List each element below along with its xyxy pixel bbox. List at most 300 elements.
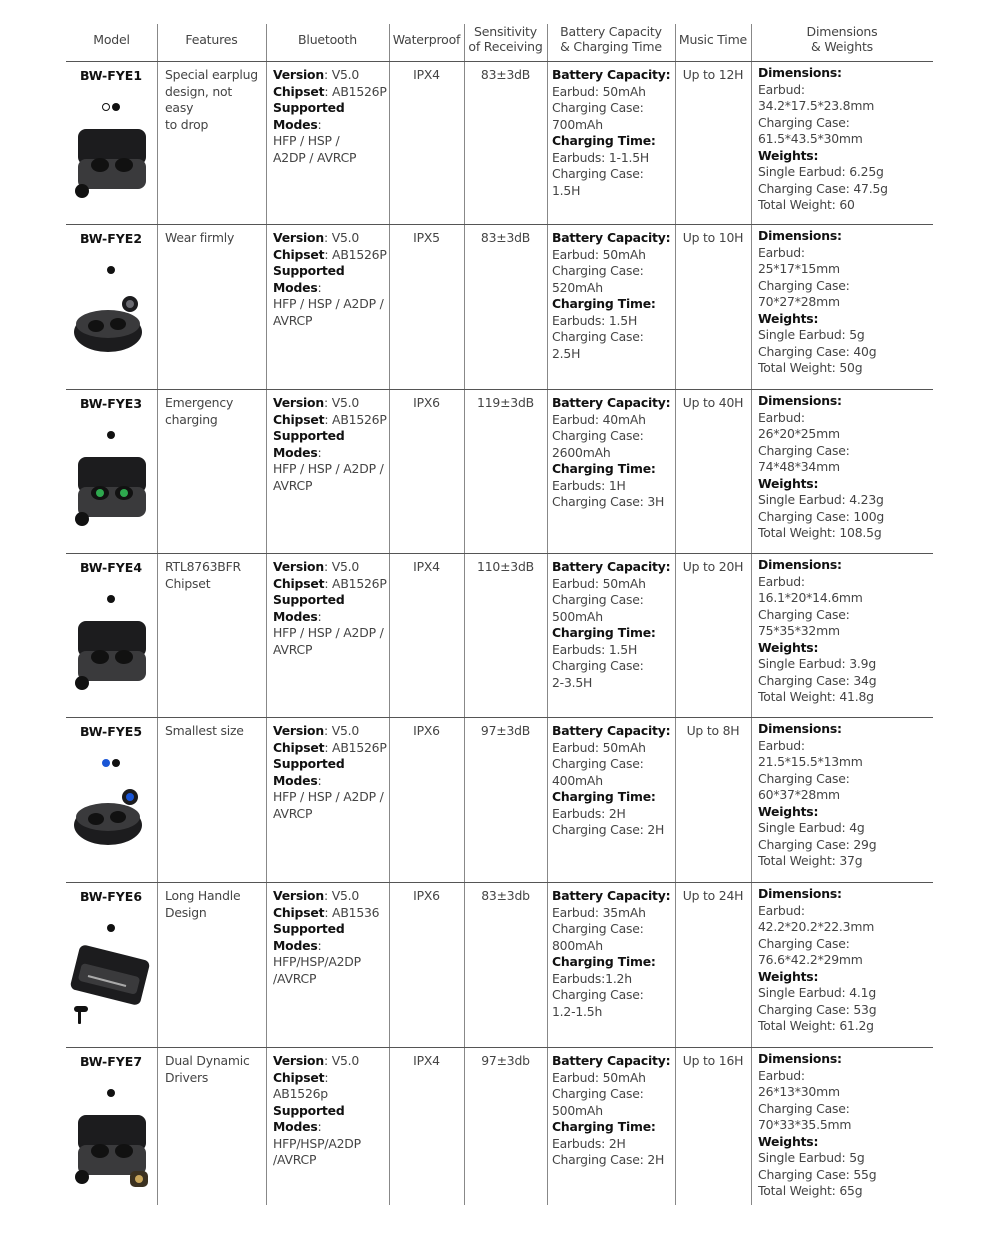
music-time: Up to 16H [682, 1053, 744, 1068]
text-line: Charging Case: [758, 770, 850, 786]
earbuds-long-handle-case-icon [66, 940, 158, 1026]
battery-spec [552, 888, 674, 1020]
dimension-values [758, 245, 932, 311]
column-divider [464, 24, 465, 1205]
text-line: Charging Case: 29g [758, 836, 877, 852]
dimensions-spec [758, 393, 932, 542]
text-line: RTL8763BFR [165, 559, 241, 574]
text-line: 70*27*28mm [758, 294, 840, 309]
spec-value: : V5.0 [323, 67, 360, 82]
header-cell [66, 18, 157, 60]
text-line: to drop [165, 116, 209, 132]
spec-line [273, 559, 387, 576]
weights-label: Weights: [758, 1133, 819, 1149]
text-line: of Receiving [468, 39, 543, 54]
text-line: 70*33*35.5mm [758, 1117, 852, 1132]
text-line: 25*17*15mm [758, 261, 840, 276]
spec-value: : V5.0 [323, 559, 360, 574]
text-line: Charging Case: 47.5g [758, 180, 888, 196]
color-options [66, 917, 156, 927]
text-line: Sensitivity [474, 24, 537, 39]
text-line: Single Earbud: 4.1g [758, 985, 877, 1000]
color-dot [107, 924, 115, 932]
spec-label: Supported Modes [273, 592, 345, 624]
text-line: Total Weight: 65g [758, 1183, 863, 1198]
sensitivity-value: 119±3dB [477, 395, 534, 410]
text-line: Emergency [165, 395, 234, 410]
battery-values [552, 412, 674, 462]
header-cell [464, 18, 547, 60]
text-line: 75*35*32mm [758, 623, 840, 638]
battery-label: Battery Capacity: [552, 1053, 671, 1068]
color-options [66, 424, 156, 434]
header-label [679, 32, 747, 47]
model-name: BW-FYE1 [79, 68, 143, 83]
spec-value: : [317, 116, 322, 132]
spec-label: Chipset [273, 739, 325, 755]
spec-value: : V5.0 [323, 230, 360, 245]
battery-label: Battery Capacity: [552, 723, 671, 738]
waterproof-rating: IPX6 [413, 888, 440, 903]
text-line: Wear firmly [165, 230, 235, 245]
dimensions-spec [758, 721, 932, 870]
spec-value: : AB1526P [324, 83, 387, 99]
supported-modes [273, 461, 387, 494]
spec-line [273, 921, 387, 954]
battery-label: Battery Capacity: [552, 559, 671, 574]
text-line: 500mAh [552, 1102, 603, 1118]
text-line: Earbud: [758, 244, 805, 260]
spec-label: Chipset [273, 575, 325, 591]
feature-text [165, 230, 264, 247]
sensitivity-value: 97±3dB [480, 723, 531, 738]
text-line: Single Earbud: 4g [758, 820, 865, 835]
color-options [66, 96, 156, 106]
bluetooth-spec [273, 395, 387, 494]
row-divider [66, 1047, 933, 1048]
row-divider [66, 717, 933, 718]
column-divider [751, 24, 752, 1205]
text-line: Earbud: 50mAh [552, 83, 646, 99]
spec-value: : AB1526P [324, 246, 387, 262]
weight-values [758, 820, 932, 870]
bluetooth-spec [273, 1053, 387, 1169]
text-line: 60*37*28mm [758, 787, 840, 802]
text-line: Earbud: 50mAh [552, 575, 646, 591]
text-line: Charging Case: 40g [758, 343, 877, 359]
spec-label: Supported Modes [273, 100, 345, 132]
header-cell [751, 18, 933, 60]
column-divider [675, 24, 676, 1205]
charging-values [552, 971, 674, 1021]
text-line: Charging Case: [758, 277, 850, 293]
text-line: 34.2*17.5*23.8mm [758, 98, 875, 113]
music-time: Up to 8H [686, 723, 740, 738]
header-label [185, 32, 237, 47]
supported-modes [273, 789, 387, 822]
weight-values [758, 1150, 932, 1200]
spec-label: Supported Modes [273, 263, 345, 295]
text-line: 61.5*43.5*30mm [758, 131, 863, 146]
text-line: 2600mAh [552, 444, 611, 460]
text-line: HFP/HSP/A2DP [273, 1135, 361, 1151]
spec-label: Version [273, 230, 324, 245]
text-line: Special earplug [165, 67, 258, 82]
bluetooth-spec [273, 67, 387, 166]
text-line: Earbuds: 1.5H [552, 312, 638, 328]
text-line: Total Weight: 108.5g [758, 525, 882, 540]
text-line: Total Weight: 41.8g [758, 689, 874, 704]
text-line: charging [165, 411, 218, 427]
text-line: Charging Case: 34g [758, 672, 877, 688]
text-line: Long Handle [165, 888, 241, 903]
weights-label: Weights: [758, 968, 819, 984]
text-line: AVRCP [273, 641, 313, 657]
text-line: Earbuds: 1H [552, 477, 626, 493]
dimensions-label: Dimensions: [758, 1051, 842, 1066]
text-line: Charging Case: 1.5H [552, 166, 644, 198]
text-line: Single Earbud: 6.25g [758, 164, 884, 179]
row-divider [66, 882, 933, 883]
row-divider [66, 389, 933, 390]
text-line: Earbud: [758, 1067, 805, 1083]
music-time: Up to 40H [682, 395, 744, 410]
text-line: Charging Case: [552, 658, 644, 673]
battery-label: Battery Capacity: [552, 888, 671, 903]
charging-label: Charging Time: [552, 133, 656, 148]
spec-label: Supported Modes [273, 756, 345, 788]
text-line: Waterproof [392, 31, 461, 47]
spec-line [273, 888, 387, 905]
waterproof-rating: IPX4 [413, 1053, 440, 1068]
charging-values [552, 478, 674, 511]
battery-spec [552, 395, 674, 511]
color-options [66, 259, 156, 269]
weight-values [758, 164, 932, 214]
text-line: 2-3.5H [552, 674, 593, 690]
color-dot [112, 759, 120, 767]
weight-values [758, 985, 932, 1035]
color-options [66, 752, 156, 762]
text-line: Dual Dynamic [165, 1053, 250, 1068]
weights-label: Weights: [758, 639, 819, 655]
dimensions-spec [758, 65, 932, 214]
text-line: HFP / HSP / A2DP / [273, 461, 384, 476]
text-line: Charging Case: [758, 606, 850, 622]
bluetooth-spec [273, 230, 387, 329]
text-line: Earbud: [758, 409, 805, 425]
sensitivity-value: 83±3db [481, 888, 530, 903]
text-line: Single Earbud: 4.23g [758, 492, 884, 507]
text-line: Earbud: [758, 573, 805, 589]
text-line: & Charging Time [560, 39, 662, 54]
spec-label: Version [273, 395, 324, 410]
dimensions-label: Dimensions: [758, 557, 842, 572]
battery-values [552, 84, 674, 134]
sensitivity-value: 97±3db [481, 1053, 530, 1068]
feature-text [165, 67, 264, 133]
text-line: Charging Case: [552, 263, 644, 278]
text-line: Charging Case: [552, 987, 644, 1002]
model-name: BW-FYE3 [79, 396, 143, 411]
row-divider [66, 61, 933, 62]
weight-values [758, 327, 932, 377]
music-time: Up to 10H [682, 230, 744, 245]
dimensions-label: Dimensions: [758, 721, 842, 736]
spec-line [273, 230, 387, 247]
spec-line [273, 247, 387, 264]
text-line: /AVRCP [273, 1152, 317, 1167]
supported-modes [273, 1136, 387, 1169]
dimensions-label: Dimensions: [758, 228, 842, 243]
text-line: Single Earbud: 5g [758, 327, 865, 342]
spec-line [273, 1070, 387, 1103]
battery-spec [552, 559, 674, 691]
spec-line [273, 740, 387, 757]
model-name: BW-FYE2 [79, 231, 143, 246]
column-divider [389, 24, 390, 1205]
earbuds-slim-case-icon [66, 611, 158, 697]
color-dot [107, 1089, 115, 1097]
text-line: 520mAh [552, 279, 603, 295]
weights-label: Weights: [758, 147, 819, 163]
text-line: HFP/HSP/A2DP [273, 954, 361, 969]
header-cell [389, 18, 464, 60]
dimensions-label: Dimensions: [758, 886, 842, 901]
text-line: Model [93, 31, 130, 47]
battery-spec [552, 1053, 674, 1169]
text-line: Charging Case: 2.5H [552, 329, 644, 361]
dimensions-label: Dimensions: [758, 393, 842, 408]
column-divider [266, 24, 267, 1205]
spec-line [273, 412, 387, 429]
text-line: HFP / HSP / A2DP / [273, 789, 384, 804]
text-line: HFP / HSP / A2DP / [273, 625, 384, 640]
text-line: AVRCP [273, 312, 313, 328]
text-line: 21.5*15.5*13mm [758, 754, 863, 769]
bluetooth-spec [273, 888, 387, 987]
spec-label: Chipset [273, 83, 325, 99]
spec-line [273, 723, 387, 740]
text-line: Earbuds: 1.5H [552, 641, 638, 657]
charging-values [552, 313, 674, 363]
spec-line [273, 1053, 387, 1070]
text-line: /AVRCP [273, 970, 317, 986]
text-line: AVRCP [273, 805, 313, 821]
spec-line [273, 84, 387, 101]
sensitivity-value: 83±3dB [480, 230, 531, 245]
text-line: Total Weight: 37g [758, 853, 863, 868]
text-line: Chipset [165, 575, 211, 591]
text-line: Earbud: [758, 81, 805, 97]
charging-label: Charging Time: [552, 625, 656, 640]
text-line: Charging Case: 55g [758, 1166, 877, 1182]
dimension-values [758, 574, 932, 640]
dimension-values [758, 738, 932, 804]
feature-text [165, 559, 264, 592]
spec-value: : [317, 608, 322, 624]
spec-line [273, 263, 387, 296]
text-line: 26*13*30mm [758, 1084, 840, 1099]
earbuds-round-case-icon [66, 775, 158, 861]
spec-value: : AB1526P [324, 575, 387, 591]
feature-text [165, 888, 264, 921]
spec-label: Supported Modes [273, 1102, 345, 1134]
text-line: Charging Case: [758, 935, 850, 951]
charging-values [552, 150, 674, 200]
text-line: HFP / HSP / A2DP / [273, 296, 384, 311]
header-cell [266, 18, 389, 60]
music-time: Up to 24H [682, 888, 744, 903]
sensitivity-value: 110±3dB [477, 559, 534, 574]
color-options [66, 588, 156, 598]
charging-values [552, 1136, 674, 1169]
color-dot [107, 266, 115, 274]
waterproof-rating: IPX6 [413, 395, 440, 410]
bluetooth-spec [273, 723, 387, 822]
text-line: Charging Case: [552, 921, 644, 936]
spec-label: Version [273, 559, 324, 574]
dimensions-spec [758, 557, 932, 706]
text-line: Earbud: 50mAh [552, 1069, 646, 1085]
feature-text [165, 723, 264, 740]
color-dot [102, 103, 110, 111]
charging-label: Charging Time: [552, 789, 656, 804]
header-cell [675, 18, 751, 60]
dimensions-spec [758, 1051, 932, 1200]
spec-label: Supported Modes [273, 921, 345, 953]
color-dot [107, 431, 115, 439]
supported-modes [273, 625, 387, 658]
text-line: 42.2*20.2*22.3mm [758, 919, 875, 934]
text-line: Charging Case: 2H [552, 822, 665, 837]
charging-label: Charging Time: [552, 1119, 656, 1134]
spec-line [273, 756, 387, 789]
text-line: Charging Case: [552, 1086, 644, 1101]
text-line: Charging Case: 100g [758, 508, 885, 524]
color-dot [107, 595, 115, 603]
text-line: Features [185, 31, 238, 47]
spec-label: Chipset [273, 411, 325, 427]
spec-line [273, 905, 387, 922]
spec-label: Chipset [273, 1069, 325, 1085]
dimension-values [758, 82, 932, 148]
header-label [807, 24, 878, 54]
text-line: Earbuds: 2H [552, 805, 626, 821]
spec-label: Supported Modes [273, 428, 345, 460]
model-name: BW-FYE6 [79, 889, 143, 904]
text-line: 16.1*20*14.6mm [758, 590, 863, 605]
spec-value: : [317, 279, 322, 295]
battery-spec [552, 723, 674, 839]
text-line: 76.6*42.2*29mm [758, 952, 863, 967]
dimensions-spec [758, 886, 932, 1035]
spec-line [273, 576, 387, 593]
text-line: AVRCP [273, 477, 313, 493]
header-cell [547, 18, 675, 60]
text-line: Music Time [678, 31, 748, 47]
row-divider [66, 553, 933, 554]
model-name: BW-FYE4 [79, 560, 143, 575]
battery-values [552, 905, 674, 955]
spec-value: : AB1526P [324, 739, 387, 755]
spec-value: : V5.0 [323, 1053, 360, 1068]
text-line: Single Earbud: 3.9g [758, 656, 877, 671]
spec-value: : [317, 444, 322, 460]
text-line: Charging Case: [758, 442, 850, 458]
charging-label: Charging Time: [552, 296, 656, 311]
waterproof-rating: IPX5 [413, 230, 440, 245]
spec-line [273, 67, 387, 84]
battery-values [552, 1070, 674, 1120]
spec-value: : [317, 772, 322, 788]
text-line: 700mAh [552, 116, 603, 132]
battery-values [552, 576, 674, 626]
text-line: Earbud: [758, 902, 805, 918]
header-label [560, 24, 662, 54]
battery-label: Battery Capacity: [552, 230, 671, 245]
spec-line [273, 395, 387, 412]
text-line: Bluetooth [298, 31, 357, 47]
charging-values [552, 806, 674, 839]
battery-values [552, 740, 674, 790]
waterproof-rating: IPX6 [413, 723, 440, 738]
dimension-values [758, 410, 932, 476]
text-line: Charging Case: 2H [552, 1152, 665, 1167]
waterproof-rating: IPX4 [413, 67, 440, 82]
dimension-values [758, 903, 932, 969]
text-line: Charging Case: [552, 592, 644, 607]
weights-label: Weights: [758, 803, 819, 819]
spec-label: Chipset [273, 904, 325, 920]
battery-spec [552, 67, 674, 199]
model-name: BW-FYE7 [79, 1054, 143, 1069]
spec-line [273, 592, 387, 625]
row-divider [66, 224, 933, 225]
dimension-values [758, 1068, 932, 1134]
text-line: Smallest size [165, 723, 244, 738]
spec-label: Version [273, 1053, 324, 1068]
spec-value: : AB1536 [324, 904, 380, 920]
dimensions-spec [758, 228, 932, 377]
supported-modes [273, 296, 387, 329]
weight-values [758, 492, 932, 542]
text-line: Drivers [165, 1069, 209, 1085]
supported-modes [273, 954, 387, 987]
text-line: Earbud: 35mAh [552, 904, 646, 920]
weights-label: Weights: [758, 310, 819, 326]
text-line: Charging Case: 3H [552, 494, 665, 509]
bluetooth-spec [273, 559, 387, 658]
earbuds-powerbank-case-icon [66, 447, 158, 533]
text-line: 26*20*25mm [758, 426, 840, 441]
header-label [393, 32, 460, 47]
battery-label: Battery Capacity: [552, 395, 671, 410]
text-line: HFP / HSP / [273, 133, 340, 148]
earbuds-oval-case-icon [66, 282, 158, 368]
text-line: Earbud: [758, 737, 805, 753]
spec-value: : V5.0 [323, 395, 360, 410]
text-line: Earbuds:1.2h [552, 970, 632, 986]
spec-value: : [317, 937, 322, 953]
text-line: Dimensions [806, 24, 878, 39]
text-line: Earbud: 40mAh [552, 411, 646, 427]
header-cell [157, 18, 266, 60]
battery-values [552, 247, 674, 297]
text-line: A2DP / AVRCP [273, 149, 357, 165]
text-line: Earbud: 50mAh [552, 739, 646, 755]
color-dot [112, 103, 120, 111]
